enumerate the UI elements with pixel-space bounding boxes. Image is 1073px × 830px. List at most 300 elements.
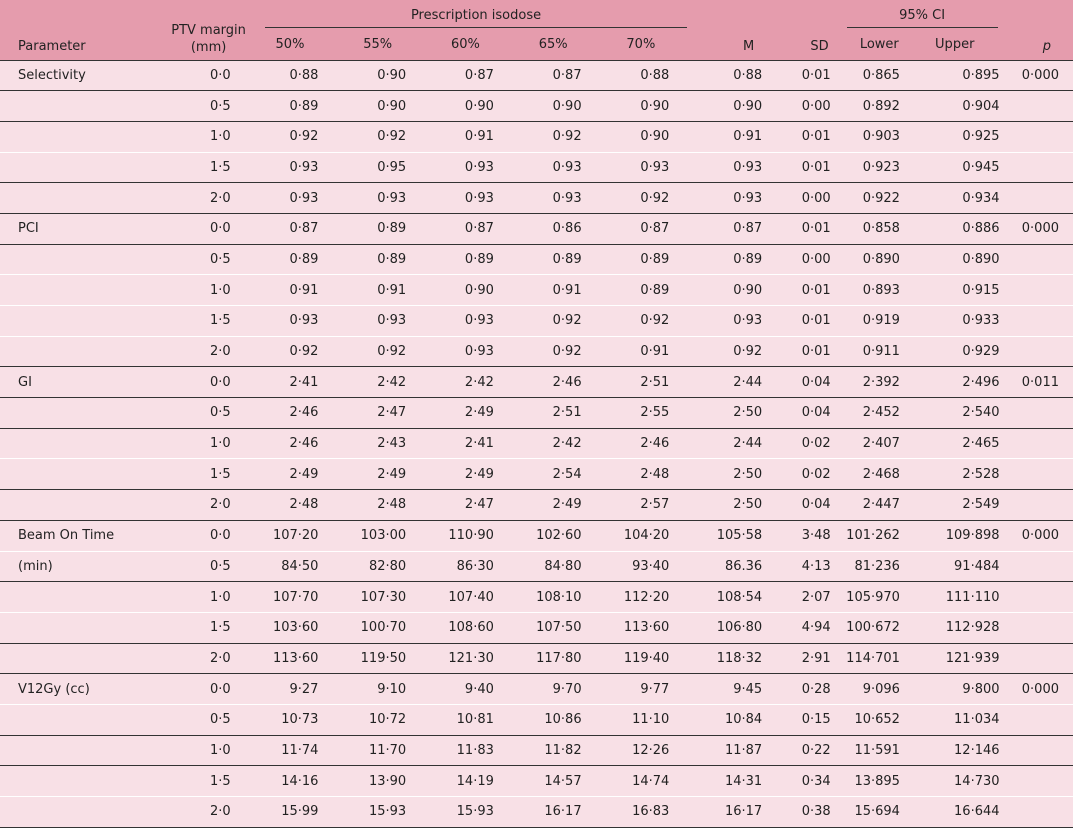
cell-ci-upper: 111·110 [920,582,1006,613]
cell-ci-lower: 81·236 [839,551,920,582]
cell-isodose-70: 104·20 [608,520,696,551]
table-row [0,582,1073,613]
cell-isodose-70: 0·90 [608,91,696,122]
cell-isodose-65: 0·90 [520,91,608,122]
table-row [0,674,1073,705]
cell-isodose-65: 2·46 [520,367,608,398]
cell-isodose-50: 107·20 [257,520,345,551]
header-isodose-65: 65% [538,37,568,53]
cell-sd: 0·00 [770,183,838,214]
cell-ci-upper: 112·928 [920,612,1006,643]
cell-parameter [0,735,160,766]
cell-isodose-55: 0·90 [344,91,432,122]
cell-isodose-60: 0·93 [432,152,520,183]
cell-mean: 2·50 [695,459,770,490]
cell-ci-upper: 16·644 [920,797,1006,828]
cell-isodose-65: 0·93 [520,152,608,183]
cell-mean: 0·90 [695,275,770,306]
cell-mean: 9·45 [695,674,770,705]
cell-isodose-65: 108·10 [520,582,608,613]
cell-isodose-70: 16·83 [608,797,696,828]
cell-isodose-70: 2·57 [608,490,696,521]
header-prescription-isodose-label: Prescription isodose [410,7,542,23]
cell-p-value [1006,306,1073,337]
cell-isodose-50: 0·89 [257,91,345,122]
cell-isodose-50: 2·48 [257,490,345,521]
cell-isodose-60: 11·83 [432,735,520,766]
cell-isodose-70: 9·77 [608,674,696,705]
cell-isodose-70: 2·46 [608,428,696,459]
cell-ci-upper: 2·549 [920,490,1006,521]
cell-sd: 0·01 [770,60,838,91]
table-row [0,643,1073,674]
cell-sd: 4·94 [770,612,838,643]
cell-mean: 16·17 [695,797,770,828]
table-row [0,367,1073,398]
cell-ci-upper: 2·465 [920,428,1006,459]
cell-p-value [1006,121,1073,152]
cell-isodose-55: 0·92 [344,121,432,152]
cell-isodose-50: 11·74 [257,735,345,766]
cell-isodose-70: 0·89 [608,244,696,275]
cell-ci-lower: 10·652 [839,704,920,735]
cell-ci-upper: 14·730 [920,766,1006,797]
cell-parameter [0,183,160,214]
cell-isodose-65: 0·86 [520,213,608,244]
table-header [0,0,1073,60]
cell-p-value [1006,612,1073,643]
header-ci-upper: Upper [935,37,975,53]
cell-ptv-margin: 1·5 [160,766,256,797]
cell-sd: 0·01 [770,306,838,337]
cell-isodose-50: 0·92 [257,121,345,152]
cell-ci-upper: 0·945 [920,152,1006,183]
cell-ci-lower: 0·858 [839,213,920,244]
cell-parameter [0,797,160,828]
cell-isodose-50: 14·16 [257,766,345,797]
cell-isodose-50: 2·46 [257,398,345,429]
cell-isodose-60: 86·30 [432,551,520,582]
cell-isodose-65: 0·92 [520,336,608,367]
cell-isodose-60: 0·90 [432,91,520,122]
cell-isodose-65: 11·82 [520,735,608,766]
cell-ptv-margin: 0·0 [160,213,256,244]
cell-isodose-50: 2·46 [257,428,345,459]
cell-p-value [1006,735,1073,766]
cell-parameter [0,582,160,613]
header-isodose-50: 50% [275,37,305,53]
cell-isodose-50: 107·70 [257,582,345,613]
cell-p-value [1006,244,1073,275]
cell-isodose-65: 16·17 [520,797,608,828]
cell-p-value [1006,582,1073,613]
cell-isodose-60: 110·90 [432,520,520,551]
cell-p-value: 0·011 [1006,367,1073,398]
cell-isodose-50: 0·87 [257,213,345,244]
cell-parameter: Beam On Time [0,520,160,551]
table-row [0,121,1073,152]
cell-isodose-50: 0·93 [257,183,345,214]
cell-isodose-65: 0·87 [520,60,608,91]
cell-isodose-50: 103·60 [257,612,345,643]
cell-p-value [1006,428,1073,459]
cell-isodose-70: 113·60 [608,612,696,643]
cell-isodose-65: 2·54 [520,459,608,490]
cell-isodose-65: 107·50 [520,612,608,643]
cell-isodose-50: 2·49 [257,459,345,490]
cell-isodose-60: 0·93 [432,183,520,214]
header-prescription-isodose [257,0,696,30]
cell-isodose-55: 2·43 [344,428,432,459]
cell-parameter [0,459,160,490]
cell-isodose-65: 0·92 [520,121,608,152]
cell-isodose-50: 113·60 [257,643,345,674]
cell-ci-upper: 91·484 [920,551,1006,582]
cell-ci-lower: 105·970 [839,582,920,613]
cell-p-value: 0·000 [1006,60,1073,91]
cell-isodose-55: 15·93 [344,797,432,828]
table-row [0,704,1073,735]
cell-mean: 0·93 [695,183,770,214]
cell-parameter [0,612,160,643]
cell-isodose-70: 14·74 [608,766,696,797]
header-p-value: p [1042,38,1051,54]
cell-mean: 0·93 [695,306,770,337]
cell-ci-lower: 0·911 [839,336,920,367]
cell-sd: 0·02 [770,428,838,459]
header-mean: M [742,38,755,54]
cell-sd: 3·48 [770,520,838,551]
cell-ci-upper: 2·496 [920,367,1006,398]
cell-isodose-70: 112·20 [608,582,696,613]
cell-ci-lower: 2·447 [839,490,920,521]
cell-parameter: V12Gy (cc) [0,674,160,705]
cell-parameter [0,766,160,797]
cell-isodose-60: 14·19 [432,766,520,797]
cell-isodose-65: 2·51 [520,398,608,429]
cell-ci-upper: 0·925 [920,121,1006,152]
cell-ptv-margin: 2·0 [160,643,256,674]
cell-isodose-65: 0·92 [520,306,608,337]
cell-isodose-55: 0·92 [344,336,432,367]
cell-p-value: 0·000 [1006,520,1073,551]
cell-ci-upper: 121·939 [920,643,1006,674]
table-row [0,797,1073,828]
table-row [0,336,1073,367]
table-row [0,428,1073,459]
table-row [0,275,1073,306]
cell-isodose-55: 0·93 [344,183,432,214]
cell-isodose-55: 2·47 [344,398,432,429]
table-row [0,735,1073,766]
cell-sd: 0·01 [770,213,838,244]
table-row [0,60,1073,91]
cell-sd: 0·04 [770,490,838,521]
cell-isodose-70: 0·92 [608,183,696,214]
cell-parameter [0,428,160,459]
header-isodose-rule [265,27,688,28]
cell-mean: 0·89 [695,244,770,275]
cell-parameter [0,91,160,122]
header-sd: SD [810,38,829,54]
cell-isodose-55: 0·91 [344,275,432,306]
cell-isodose-60: 2·42 [432,367,520,398]
cell-isodose-60: 2·47 [432,490,520,521]
cell-isodose-50: 0·93 [257,306,345,337]
cell-ci-lower: 2·407 [839,428,920,459]
cell-ci-lower: 0·903 [839,121,920,152]
cell-isodose-50: 0·89 [257,244,345,275]
cell-p-value [1006,459,1073,490]
cell-isodose-65: 14·57 [520,766,608,797]
cell-ptv-margin: 2·0 [160,490,256,521]
cell-mean: 0·92 [695,336,770,367]
cell-ci-upper: 0·933 [920,306,1006,337]
cell-sd: 0·01 [770,152,838,183]
cell-ptv-margin: 2·0 [160,797,256,828]
cell-sd: 0·38 [770,797,838,828]
cell-isodose-55: 0·89 [344,244,432,275]
header-ptv-margin-line2: (mm) [190,39,227,55]
cell-ci-upper: 0·890 [920,244,1006,275]
cell-isodose-60: 0·93 [432,336,520,367]
cell-ci-upper: 2·528 [920,459,1006,490]
cell-mean: 0·93 [695,152,770,183]
cell-sd: 0·01 [770,275,838,306]
cell-isodose-55: 13·90 [344,766,432,797]
cell-mean: 2·44 [695,367,770,398]
cell-mean: 0·87 [695,213,770,244]
cell-isodose-60: 108·60 [432,612,520,643]
cell-isodose-55: 103·00 [344,520,432,551]
cell-isodose-55: 2·42 [344,367,432,398]
cell-isodose-60: 2·49 [432,459,520,490]
cell-ci-lower: 2·452 [839,398,920,429]
cell-ci-upper: 9·800 [920,674,1006,705]
cell-isodose-55: 82·80 [344,551,432,582]
cell-sd: 0·04 [770,367,838,398]
cell-ptv-margin: 2·0 [160,336,256,367]
cell-mean: 118·32 [695,643,770,674]
table-body [0,60,1073,827]
cell-sd: 0·00 [770,244,838,275]
cell-isodose-60: 0·87 [432,60,520,91]
cell-isodose-70: 119·40 [608,643,696,674]
cell-mean: 108·54 [695,582,770,613]
cell-ci-lower: 0·893 [839,275,920,306]
cell-ci-upper: 109·898 [920,520,1006,551]
cell-ci-lower: 13·895 [839,766,920,797]
cell-isodose-60: 107·40 [432,582,520,613]
cell-mean: 105·58 [695,520,770,551]
cell-ci-upper: 0·904 [920,91,1006,122]
cell-ci-lower: 101·262 [839,520,920,551]
cell-ci-upper: 0·934 [920,183,1006,214]
cell-parameter [0,244,160,275]
cell-parameter: GI [0,367,160,398]
cell-isodose-65: 117·80 [520,643,608,674]
cell-isodose-70: 2·55 [608,398,696,429]
cell-isodose-60: 0·93 [432,306,520,337]
cell-isodose-50: 9·27 [257,674,345,705]
cell-p-value [1006,643,1073,674]
header-isodose-55: 55% [363,37,393,53]
cell-isodose-55: 2·49 [344,459,432,490]
cell-isodose-55: 119·50 [344,643,432,674]
cell-ptv-margin: 0·5 [160,704,256,735]
cell-isodose-70: 0·92 [608,306,696,337]
cell-sd: 0·34 [770,766,838,797]
cell-isodose-60: 2·41 [432,428,520,459]
cell-p-value [1006,490,1073,521]
cell-isodose-55: 0·93 [344,306,432,337]
cell-mean: 2·44 [695,428,770,459]
cell-isodose-55: 0·90 [344,60,432,91]
cell-isodose-65: 0·89 [520,244,608,275]
cell-ptv-margin: 0·0 [160,60,256,91]
cell-ptv-margin: 0·5 [160,244,256,275]
cell-p-value [1006,183,1073,214]
cell-isodose-55: 0·89 [344,213,432,244]
cell-isodose-60: 0·89 [432,244,520,275]
cell-ci-lower: 0·890 [839,244,920,275]
table-row [0,244,1073,275]
header-isodose-70: 70% [626,37,656,53]
cell-ci-upper: 2·540 [920,398,1006,429]
cell-ptv-margin: 1·5 [160,459,256,490]
cell-ptv-margin: 0·5 [160,398,256,429]
cell-isodose-50: 15·99 [257,797,345,828]
cell-sd: 0·00 [770,91,838,122]
header-95-ci-label: 95% CI [899,7,946,23]
table-row [0,398,1073,429]
cell-isodose-60: 121·30 [432,643,520,674]
cell-isodose-70: 2·48 [608,459,696,490]
cell-ci-lower: 0·865 [839,60,920,91]
cell-ci-lower: 114·701 [839,643,920,674]
cell-mean: 0·88 [695,60,770,91]
cell-p-value: 0·000 [1006,213,1073,244]
cell-ptv-margin: 0·5 [160,551,256,582]
cell-isodose-60: 15·93 [432,797,520,828]
cell-isodose-65: 102·60 [520,520,608,551]
cell-ptv-margin: 1·0 [160,121,256,152]
cell-ptv-margin: 2·0 [160,183,256,214]
cell-ci-upper: 0·915 [920,275,1006,306]
cell-ptv-margin: 0·0 [160,367,256,398]
cell-ci-lower: 2·392 [839,367,920,398]
cell-parameter: (min) [0,551,160,582]
cell-isodose-60: 10·81 [432,704,520,735]
cell-mean: 14·31 [695,766,770,797]
cell-p-value [1006,152,1073,183]
cell-ci-upper: 0·929 [920,336,1006,367]
cell-sd: 0·02 [770,459,838,490]
cell-isodose-70: 0·88 [608,60,696,91]
cell-parameter [0,398,160,429]
header-parameter: Parameter [18,38,86,54]
cell-isodose-55: 10·72 [344,704,432,735]
cell-mean: 86.36 [695,551,770,582]
cell-sd: 2·91 [770,643,838,674]
cell-ci-lower: 0·892 [839,91,920,122]
cell-ci-lower: 0·923 [839,152,920,183]
cell-sd: 0·22 [770,735,838,766]
cell-sd: 0·15 [770,704,838,735]
cell-p-value [1006,398,1073,429]
table-row [0,306,1073,337]
cell-ci-lower: 9·096 [839,674,920,705]
cell-p-value [1006,91,1073,122]
cell-sd: 0·28 [770,674,838,705]
cell-isodose-70: 11·10 [608,704,696,735]
cell-isodose-70: 0·90 [608,121,696,152]
header-95-ci [839,0,1006,30]
cell-mean: 2·50 [695,398,770,429]
cell-ci-upper: 12·146 [920,735,1006,766]
cell-isodose-50: 0·91 [257,275,345,306]
table-row [0,551,1073,582]
table-row [0,766,1073,797]
cell-sd: 0·01 [770,336,838,367]
cell-sd: 0·01 [770,121,838,152]
cell-ptv-margin: 1·0 [160,735,256,766]
cell-isodose-55: 100·70 [344,612,432,643]
header-ptv-margin [160,0,256,60]
cell-isodose-70: 93·40 [608,551,696,582]
cell-isodose-55: 11·70 [344,735,432,766]
cell-isodose-50: 0·93 [257,152,345,183]
cell-ci-lower: 2·468 [839,459,920,490]
cell-parameter [0,121,160,152]
table-row [0,183,1073,214]
cell-isodose-60: 0·87 [432,213,520,244]
cell-sd: 0·04 [770,398,838,429]
cell-ptv-margin: 1·0 [160,428,256,459]
cell-isodose-70: 0·93 [608,152,696,183]
cell-p-value [1006,275,1073,306]
cell-isodose-55: 2·48 [344,490,432,521]
cell-p-value [1006,704,1073,735]
cell-ci-lower: 0·919 [839,306,920,337]
cell-isodose-50: 0·88 [257,60,345,91]
cell-ptv-margin: 0·0 [160,520,256,551]
cell-isodose-60: 0·91 [432,121,520,152]
cell-isodose-65: 2·49 [520,490,608,521]
cell-isodose-65: 10·86 [520,704,608,735]
cell-ptv-margin: 1·5 [160,306,256,337]
header-ci-rule [847,27,998,28]
table-row [0,459,1073,490]
cell-isodose-65: 0·91 [520,275,608,306]
table-row [0,520,1073,551]
table-row [0,152,1073,183]
cell-mean: 2·50 [695,490,770,521]
cell-isodose-70: 12·26 [608,735,696,766]
cell-ptv-margin: 1·0 [160,582,256,613]
cell-p-value [1006,551,1073,582]
cell-isodose-55: 9·10 [344,674,432,705]
cell-isodose-70: 0·91 [608,336,696,367]
cell-ptv-margin: 0·5 [160,91,256,122]
cell-sd: 2·07 [770,582,838,613]
cell-p-value [1006,766,1073,797]
cell-parameter [0,306,160,337]
cell-ci-lower: 11·591 [839,735,920,766]
cell-isodose-65: 2·42 [520,428,608,459]
cell-ci-lower: 15·694 [839,797,920,828]
cell-isodose-55: 0·95 [344,152,432,183]
